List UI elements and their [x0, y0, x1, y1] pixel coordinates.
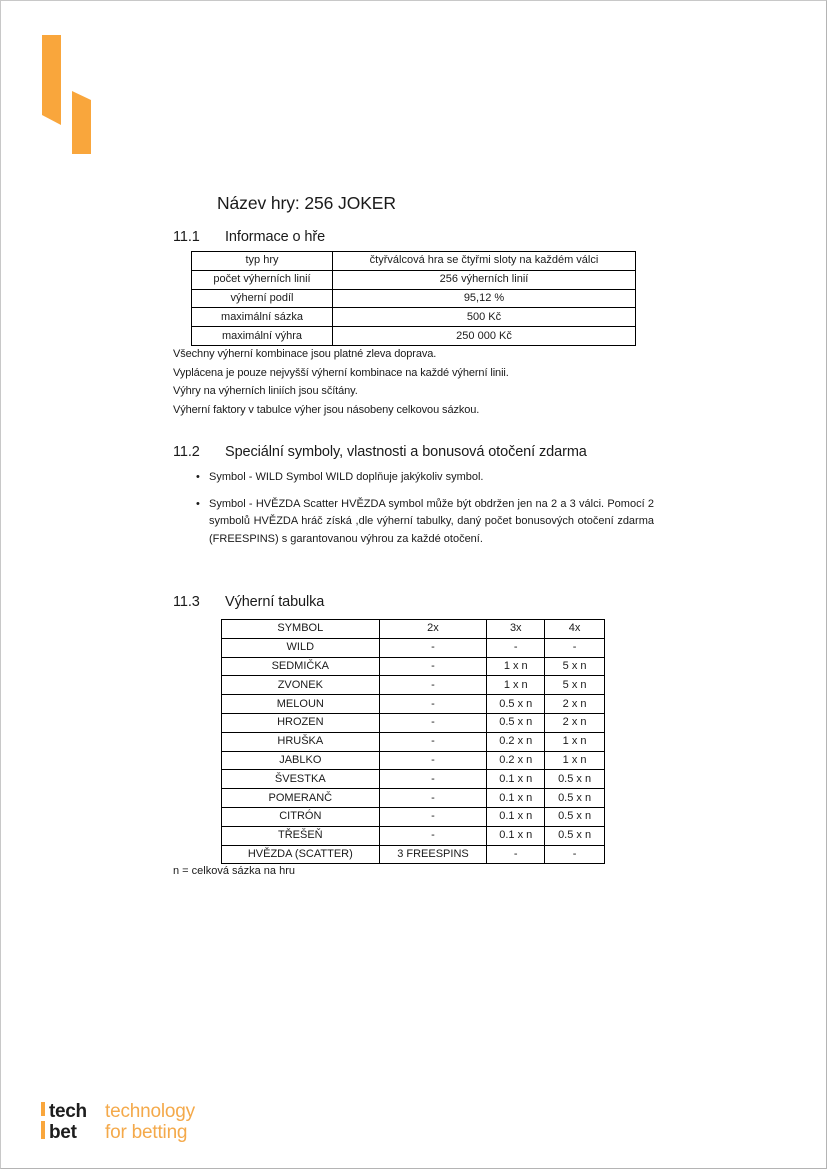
brand-tagline-line-2: for betting [105, 1122, 188, 1143]
table-row [222, 676, 605, 695]
symbol-name: TŘEŠEŇ [222, 826, 380, 845]
payout-cell: - [545, 638, 605, 657]
table-row [192, 270, 636, 289]
payout-cell: - [379, 695, 487, 714]
column-header: 4x [545, 620, 605, 639]
payout-cell: - [379, 807, 487, 826]
column-header: 3x [487, 620, 545, 639]
page-title: Název hry: 256 JOKER [217, 193, 396, 213]
symbol-name: POMERANČ [222, 789, 380, 808]
symbol-name: HROZEN [222, 713, 380, 732]
info-value: 256 výherních linií [333, 270, 636, 289]
section-title: Informace o hře [225, 229, 326, 245]
table-row [192, 327, 636, 346]
payout-cell: 1 x n [487, 676, 545, 695]
symbol-name: SEDMIČKA [222, 657, 380, 676]
info-label: počet výherních linií [192, 270, 333, 289]
info-label: maximální výhra [192, 327, 333, 346]
payout-cell: - [379, 826, 487, 845]
info-label: typ hry [192, 252, 333, 271]
section-heading-paytable [173, 594, 324, 610]
section-number: 11.2 [173, 444, 200, 460]
bullet-text: Symbol - HVĚZDA Scatter HVĚZDA symbol může být obdržen jen na 2 a 3 válci. Pomocí 2 symbolů HVĚZDA hráč získá ,dle výherní tabulky, daný počet bonusových otočení zdarma (FREESPINS) s garantovanou výhrou za každé otočení. [209, 497, 654, 545]
symbol-name: ŠVESTKA [222, 770, 380, 789]
footer-brand-logo [41, 1101, 241, 1145]
payout-cell: - [379, 638, 487, 657]
payout-cell: 1 x n [545, 751, 605, 770]
column-header: 2x [379, 620, 487, 639]
payout-cell: - [545, 845, 605, 864]
payout-cell: - [379, 732, 487, 751]
section-title: Speciální symboly, vlastnosti a bonusová otočení zdarma [225, 444, 587, 460]
symbol-name: HRUŠKA [222, 732, 380, 751]
payout-cell: 0.5 x n [487, 695, 545, 714]
list-item-scatter [194, 496, 654, 549]
payout-cell: - [487, 845, 545, 864]
payout-cell: 0.1 x n [487, 789, 545, 808]
payout-cell: 1 x n [487, 657, 545, 676]
paytable-header-row [222, 620, 605, 639]
info-value: 95,12 % [333, 289, 636, 308]
symbol-name: CITRÓN [222, 807, 380, 826]
payout-cell: 5 x n [545, 657, 605, 676]
section-number: 11.3 [173, 594, 200, 610]
logo-bar-right [72, 91, 91, 154]
table-row [222, 789, 605, 808]
logo-bar-left [42, 35, 61, 125]
payout-cell: 0.5 x n [545, 807, 605, 826]
payout-cell: 0.1 x n [487, 770, 545, 789]
table-row [222, 751, 605, 770]
section-heading-info [173, 229, 325, 245]
column-header: SYMBOL [222, 620, 380, 639]
payout-cell: - [379, 657, 487, 676]
symbol-name: HVĚZDA (SCATTER) [222, 845, 380, 864]
payout-cell: 0.5 x n [545, 770, 605, 789]
brand-bar-icon [41, 1102, 45, 1116]
brand-tagline-line-1: technology [105, 1101, 195, 1122]
payout-cell: 0.2 x n [487, 751, 545, 770]
table-row [222, 807, 605, 826]
payout-cell: - [379, 676, 487, 695]
paytable [221, 619, 605, 864]
list-item-wild [194, 469, 654, 487]
section-title: Výherní tabulka [225, 594, 325, 610]
payout-cell: - [379, 751, 487, 770]
brand-bar-icon [41, 1121, 45, 1139]
payout-cell: 2 x n [545, 713, 605, 732]
table-row [192, 289, 636, 308]
bullet-icon: • [196, 471, 200, 483]
game-info-table [191, 251, 636, 346]
symbol-name: ZVONEK [222, 676, 380, 695]
info-label: maximální sázka [192, 308, 333, 327]
rule-note: Výherní faktory v tabulce výher jsou násobeny celkovou sázkou. [173, 403, 480, 416]
section-number: 11.1 [173, 229, 200, 245]
table-row [222, 770, 605, 789]
payout-cell: 0.5 x n [545, 789, 605, 808]
rule-note: Všechny výherní kombinace jsou platné zleva doprava. [173, 348, 437, 360]
payout-cell: 0.1 x n [487, 807, 545, 826]
table-row [192, 308, 636, 327]
symbol-name: MELOUN [222, 695, 380, 714]
payout-cell: 3 FREESPINS [379, 845, 487, 864]
paytable-footnote: n = celková sázka na hru [173, 865, 295, 877]
table-row [192, 252, 636, 271]
table-row [222, 657, 605, 676]
payout-cell: 5 x n [545, 676, 605, 695]
rules-notes [173, 345, 509, 419]
info-value: 500 Kč [333, 308, 636, 327]
rule-note: Vyplácena je pouze nejvyšší výherní kombinace na každé výherní linii. [173, 366, 509, 379]
table-row [222, 695, 605, 714]
symbol-name: JABLKO [222, 751, 380, 770]
payout-cell: - [487, 638, 545, 657]
info-label: výherní podíl [192, 289, 333, 308]
table-row [222, 713, 605, 732]
brand-word-tech: tech [49, 1101, 87, 1122]
payout-cell: - [379, 713, 487, 732]
payout-cell: 0.5 x n [487, 713, 545, 732]
payout-cell: 0.2 x n [487, 732, 545, 751]
payout-cell: 0.5 x n [545, 826, 605, 845]
info-value: 250 000 Kč [333, 327, 636, 346]
special-symbols-list [194, 469, 654, 557]
table-row [222, 732, 605, 751]
rule-note: Výhry na výherních liniích jsou sčítány. [173, 385, 358, 397]
brand-word-bet: bet [49, 1122, 77, 1143]
payout-cell: - [379, 770, 487, 789]
payout-cell: 1 x n [545, 732, 605, 751]
section-heading-special-symbols [173, 444, 587, 460]
table-row [222, 638, 605, 657]
info-value: čtyřválcová hra se čtyřmi sloty na každém válci [333, 252, 636, 271]
payout-cell: - [379, 789, 487, 808]
table-row [222, 826, 605, 845]
table-row [222, 845, 605, 864]
brand-logo-mark-icon [41, 34, 93, 156]
payout-cell: 0.1 x n [487, 826, 545, 845]
symbol-name: WILD [222, 638, 380, 657]
bullet-text: Symbol - WILD Symbol WILD doplňuje jakýkoliv symbol. [209, 471, 484, 483]
payout-cell: 2 x n [545, 695, 605, 714]
bullet-icon: • [196, 497, 200, 510]
